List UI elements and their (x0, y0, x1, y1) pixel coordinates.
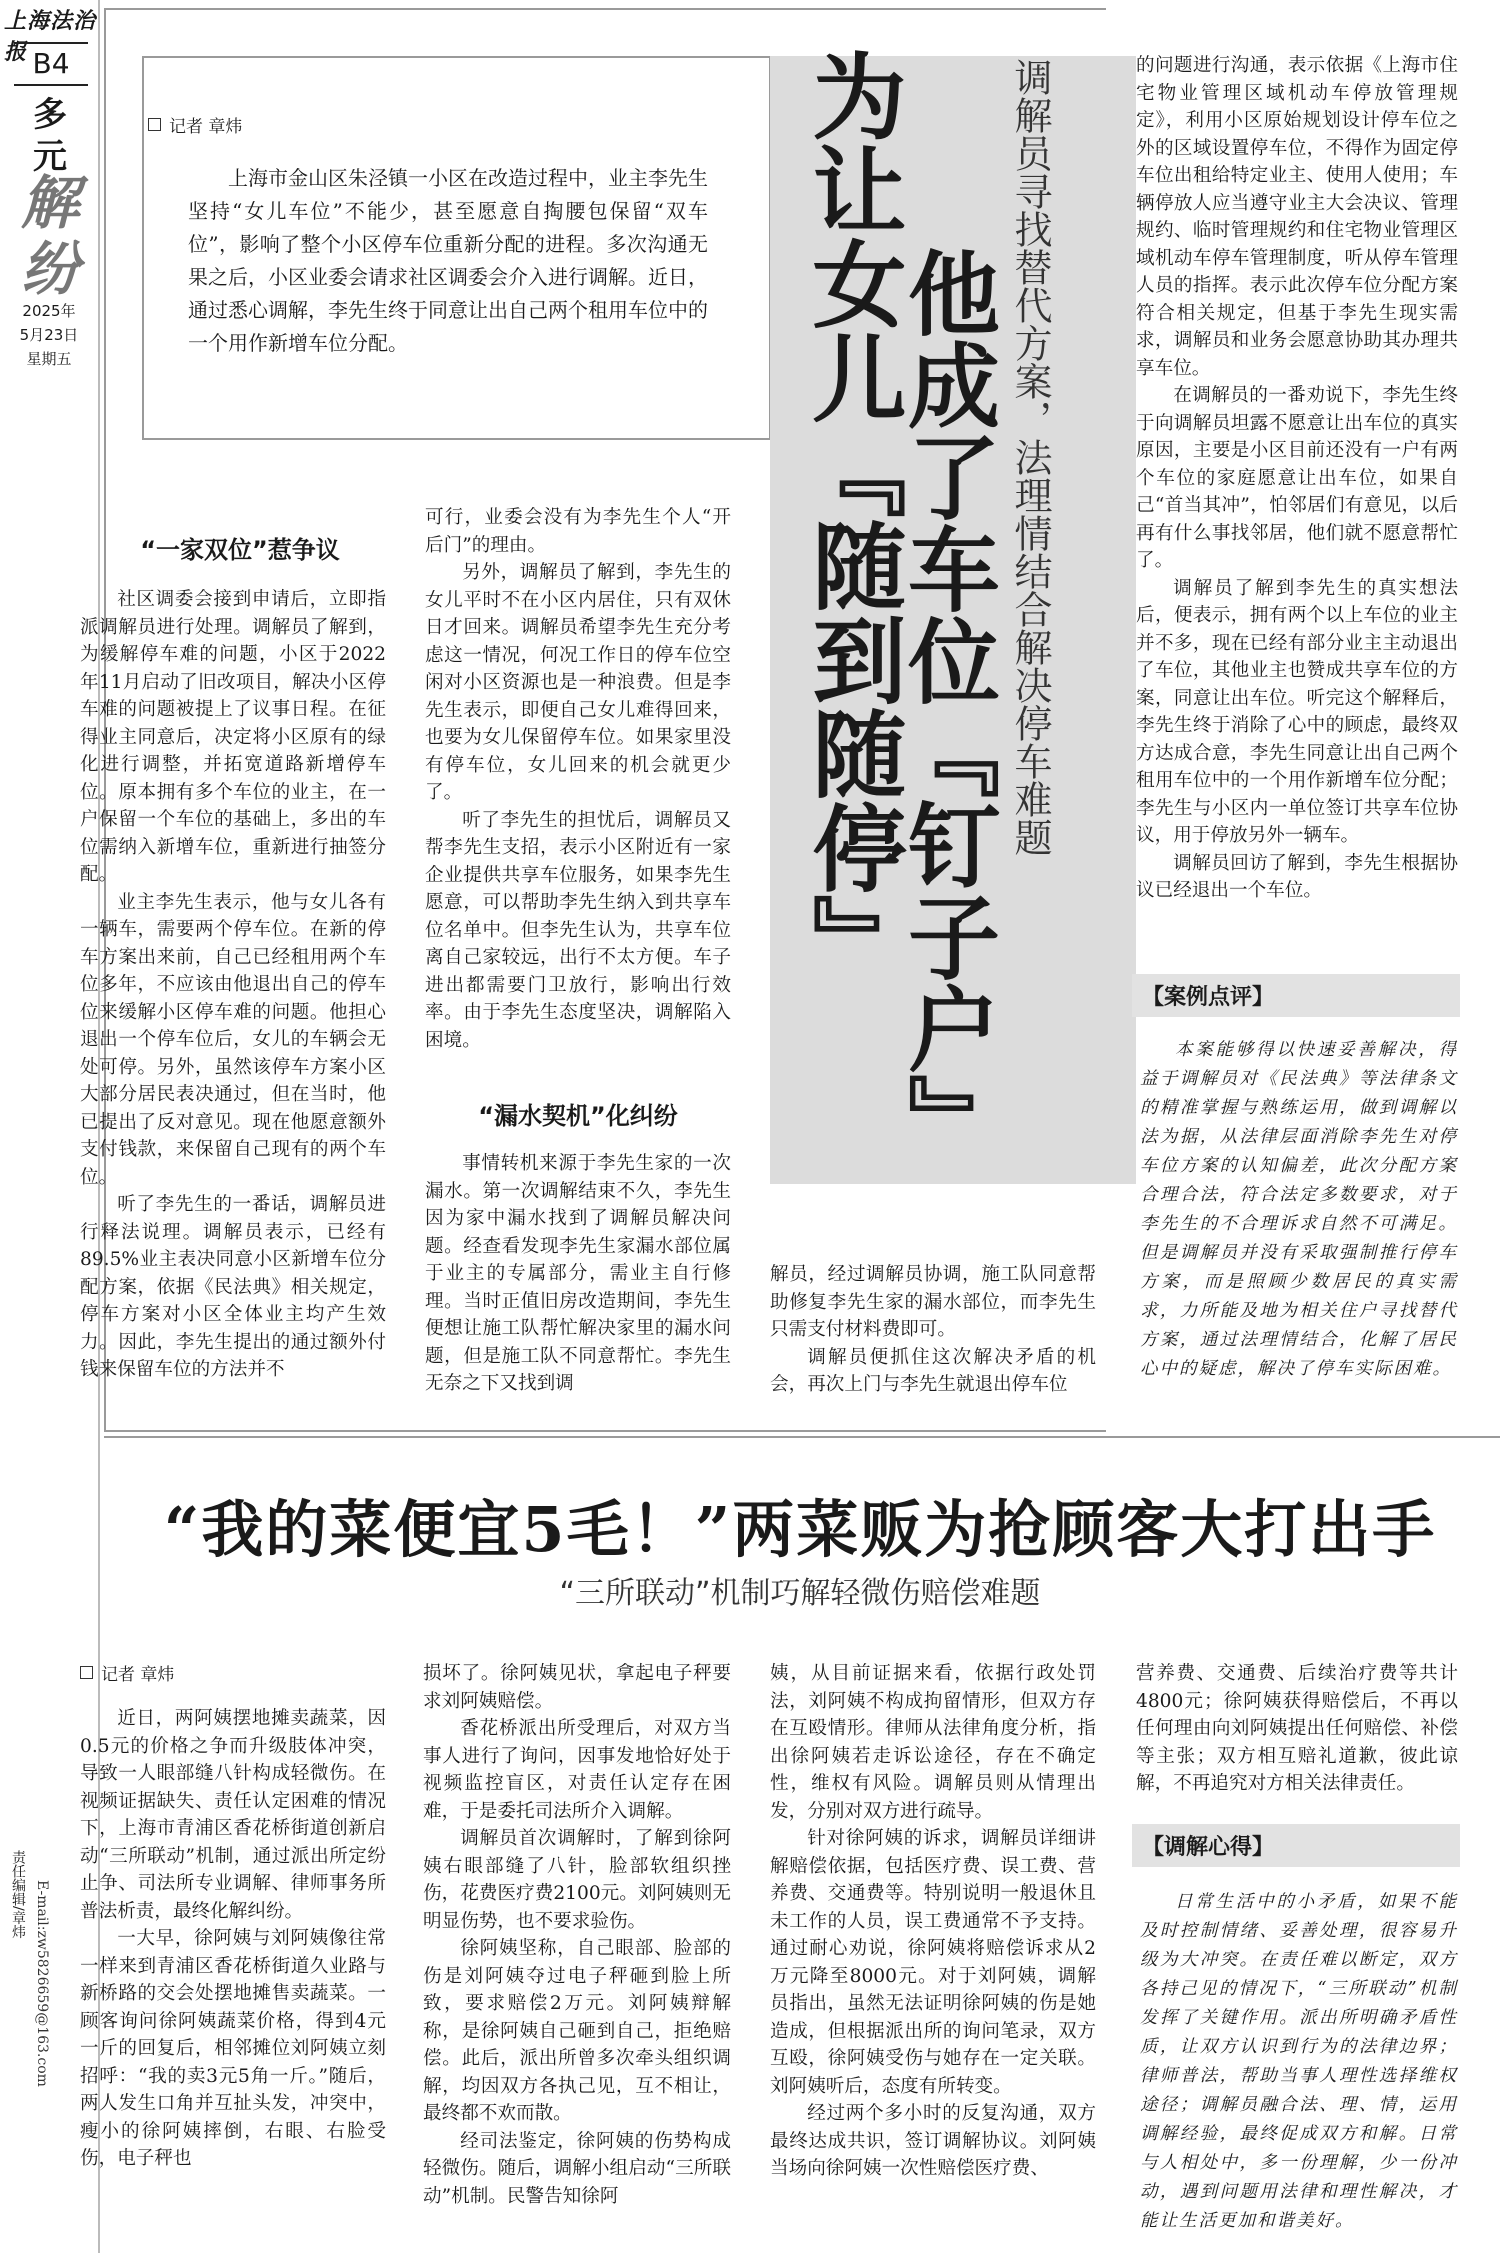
article2-col4 (1136, 1660, 1458, 1798)
insight-text: 日常生活中的小矛盾，如果不能及时控制情绪、妥善处理，很容易升级为大冲突。在责任难以断定，双方各持己见的情况下，“三所联动”机制发挥了关键作用。派出所明确矛盾性质，让双方认识到行为的法律边界；律师普法，帮助当事人理性选择维权途径；调解员融合法、理、情，运用调解经验，最终促成双方和解。日常与人相处中，多一份理解，少一份冲动，遇到问题用法律和理性解决，才能让生活更加和谐美好。 (1140, 1892, 1458, 2231)
square-icon (148, 118, 161, 131)
article1-title-left: 为让女儿『随到随停』 (796, 48, 905, 988)
insight-tag: 【调解心得】 (1132, 1824, 1460, 1867)
article1-lead-text: 上海市金山区朱泾镇一小区在改造过程中，业主李先生坚持“女儿车位”不能少，甚至愿意自掏腰包保留“双车位”，影响了整个小区停车位重新分配的进程。多次沟通无果之后，小区业委会请求社区调委会介入进行调解。近日，通过悉心调解，李先生终于同意让出自己两个租用车位中的一个用作新增车位分配。 (188, 166, 708, 355)
article2-reporter-text: 记者 章炜 (101, 1665, 175, 1685)
insight-box (1140, 1888, 1458, 2236)
paragraph: 在调解员的一番劝说下，李先生终于向调解员坦露不愿意让出车位的真实原因，主要是小区目前还没有一户有两个车位的家庭愿意让出车位，如果自己“首当其冲”，怕邻居们有意见，以后再有什么事找邻居，他们就不愿意帮忙了。 (1136, 385, 1458, 571)
paragraph: 的问题进行沟通，表示依据《上海市住宅物业管理区域机动车停放管理规定》，利用小区原始规划设计停车位之外的区域设置停车位，不得作为固定停车位出租给特定业主、使用人使用；车辆停放人应当遵守业主大会决议、管理规约、临时管理规约和住宅物业管理区域机动车停车管理制度，听从停车管理人员的指挥。表示此次停车位分配方案符合相关规定，但基于李先生现实需求，调解员和业务会愿意协助其办理共享车位。 (1136, 55, 1458, 379)
article-divider (104, 1436, 1500, 1438)
article1-col3 (770, 1261, 1096, 1399)
article1-subtitle: 调解员寻找替代方案，法理情结合解决停车难题 (1008, 58, 1052, 856)
paragraph: 听了李先生的担忧后，调解员又帮李先生支招，表示小区附近有一家企业提供共享车位服务，如果李先生愿意，可以帮助李先生纳入到共享车位名单中。但李先生认为，共享车位离自己家较远，出行不太方便。车子进出都需要门卫放行，影响出行效率。由于李先生态度坚决，调解陷入困境。 (425, 809, 731, 1051)
paragraph: 针对徐阿姨的诉求，调解员详细讲解赔偿依据，包括医疗费、误工费、营养费、交通费等。特别说明一般退休且未工作的人员，误工费通常不予支持。通过耐心劝说，徐阿姨将赔偿诉求从2万元降至8000元。对于刘阿姨，调解员指出，虽然无法证明徐阿姨的伤是她造成，但根据派出所的询问笔录，双方互殴，徐阿姨受伤与她存在一定关联。刘阿姨听后，态度有所转变。 (770, 1828, 1096, 2097)
article1-lead (188, 162, 708, 360)
article1-heading-1: “一家双位”惹争议 (140, 536, 340, 564)
paragraph: 听了李先生的一番话，调解员进行释法说理。调解员表示，已经有89.5%业主表决同意小区新增车位分配方案，依据《民法典》相关规定，停车方案对小区全体业主均产生效力。因此，李先生提出的通过额外付钱来保留车位的方法并不 (80, 1194, 386, 1380)
paragraph: 姨，从目前证据来看，依据行政处罚法，刘阿姨不构成拘留情形，但双方存在互殴情形。律师从法律角度分析，指出徐阿姨若走诉讼途径，存在不确定性，维权有风险。调解员则从情理出发，分别对双方进行疏导。 (770, 1663, 1096, 1822)
paragraph: 事情转机来源于李先生家的一次漏水。第一次调解结束不久，李先生因为家中漏水找到了调解员解决问题。经查看发现李先生家漏水部位属于业主的专属部分，需业主自行修理。当时正值旧房改造期间，李先生便想让施工队帮忙解决家里的漏水问题，但是施工队不同意帮忙。李先生无奈之下又找到调 (425, 1153, 731, 1394)
paragraph: 另外，调解员了解到，李先生的女儿平时不在小区内居住，只有双休日才回来。调解员希望李先生充分考虑这一情况，何况工作日的停车位空闲对小区资源也是一种浪费。但是李先生表示，即便自己女儿难得回来，也要为女儿保留停车位。如果家里没有停车位，女儿回来的机会就更少了。 (425, 562, 731, 803)
article2-col1 (80, 1705, 386, 2173)
article2-col3 (770, 1660, 1096, 2183)
article1-reporter (148, 112, 242, 137)
paragraph: 业主李先生表示，他与女儿各有一辆车，需要两个停车位。在新的停车方案出来前，自己已经租用两个车位多年，不应该由他退出自己的停车位来缓解小区停车难的问题。他担心退出一个停车位后，女儿的车辆会无处可停。另外，虽然该停车方案小区大部分居民表决通过，但在当时，他已提出了反对意见。现在他愿意额外支付钱款，来保留自己现有的两个车位。 (80, 891, 386, 1188)
paragraph: 损坏了。徐阿姨见状，拿起电子秤要求刘阿姨赔偿。 (423, 1663, 731, 1712)
section-title-big: 解纷 (20, 169, 79, 303)
paragraph: 调解员首次调解时，了解到徐阿姨右眼部缝了八针，脸部软组织挫伤，花费医疗费2100元。刘阿姨则无明显伤势，也不要求验伤。 (423, 1828, 731, 1932)
paragraph: 经司法鉴定，徐阿姨的伤势构成轻微伤。随后，调解小组启动“三所联动”机制。民警告知徐阿 (423, 2130, 731, 2207)
editor-email: E-mail:zw5826659@163.com (34, 1880, 50, 2087)
article2-title: “我的菜便宜5毛！”两菜贩为抢顾客大打出手 (163, 1493, 1437, 1566)
article1-col2a (425, 504, 731, 1054)
date-year: 2025年 (22, 302, 76, 320)
article1-reporter-text: 记者 章炜 (169, 117, 243, 137)
paragraph: 近日，两阿姨摆地摊卖蔬菜，因0.5元的价格之争而升级肢体冲突，导致一人眼部缝八针构成轻微伤。在视频证据缺失、责任认定困难的情况下，上海市青浦区香花桥街道创新启动“三所联动”机制，通过派出所定纷止争、司法所专业调解、律师事务所普法析责，最终化解纠纷。 (80, 1708, 386, 1922)
paragraph: 社区调委会接到申请后，立即指派调解员进行处理。调解员了解到，为缓解停车难的问题，小区于2022年11月启动了旧改项目，解决小区停车难的问题被提上了议事日程。在征得业主同意后，决定将小区原有的绿化进行调整，并拓宽道路新增停车位。原本拥有多个车位的业主，在一户保留一个车位的基础上，多出的车位需纳入新增车位，重新进行抽签分配。 (80, 589, 386, 885)
paragraph: 香花桥派出所受理后，对双方当事人进行了询问，因事发地恰好处于视频监控盲区，对责任认定存在困难，于是委托司法所介入调解。 (423, 1718, 731, 1822)
paragraph: 调解员回访了解到，李先生根据协议已经退出一个车位。 (1136, 852, 1458, 901)
weekday: 星期五 (26, 350, 72, 368)
paragraph: 解员，经过调解员协调，施工队同意帮助修复李先生家的漏水部位，而李先生只需支付材料费即可。 (770, 1264, 1096, 1340)
paragraph: 徐阿姨坚称，自己眼部、脸部的伤是刘阿姨夺过电子秤砸到脸上所致，要求赔偿2万元。刘阿姨辩解称，是徐阿姨自己砸到自己，拒绝赔偿。此后，派出所曾多次牵头组织调解，均因双方各执己见，互不相让，最终都不欢而散。 (423, 1938, 731, 2124)
article1-lead-box (142, 56, 771, 440)
article2-subtitle: “三所联动”机制巧解轻微伤赔偿难题 (559, 1576, 1041, 1611)
paragraph: 经过两个多小时的反复沟通，双方最终达成共识，签订调解协议。刘阿姨当场向徐阿姨一次性赔偿医疗费、 (770, 2103, 1096, 2179)
section-title-top: 多元 (33, 95, 67, 177)
case-comment-tag: 【案例点评】 (1132, 974, 1460, 1017)
paragraph: 调解员便抓住这次解决矛盾的机会，再次上门与李先生就退出停车位 (770, 1346, 1096, 1395)
article1-col1 (80, 586, 386, 1384)
newspaper-masthead: 上海法治报 (4, 8, 97, 65)
case-comment-text: 本案能够得以快速妥善解决，得益于调解员对《民法典》等法律条文的精准掌握与熟练运用，做到调解以法为据，从法律层面消除李先生对停车位方案的认知偏差，此次分配方案合理合法，符合法定多数要求，对于李先生的不合理诉求自然不可满足。但是调解员并没有采取强制推行停车方案，而是照顾少数居民的真实需求，力所能及地为相关住户寻找替代方案，通过法理情结合，化解了居民心中的疑虑，解决了停车实际困难。 (1140, 1040, 1458, 1379)
paragraph: 营养费、交通费、后续治疗费等共计4800元；徐阿姨获得赔偿后，不再以任何理由向刘阿姨提出任何赔偿、补偿等主张；双方相互赔礼道歉，彼此谅解，不再追究对方相关法律责任。 (1136, 1663, 1458, 1794)
editor-credit: 责任编辑/章炜 (10, 1850, 26, 1939)
article1-heading-2: “漏水契机”化纠纷 (478, 1102, 678, 1130)
article1-col4 (1136, 52, 1458, 905)
article2-col2 (423, 1660, 731, 2210)
article2-reporter (80, 1660, 174, 1685)
page-number: B4 (14, 42, 88, 86)
paragraph: 调解员了解到李先生的真实想法后，便表示，拥有两个以上车位的业主并不多，现在已经有部分业主主动退出了车位，其他业主也赞成共享车位的方案，同意让出车位。听完这个解释后，李先生终于消除了心中的顾虑，最终双方达成合意，李先生同意让出自己两个租用车位中的一个用作新增车位分配；李先生与小区内一单位签订共享车位协议，用于停放另外一辆车。 (1136, 577, 1458, 846)
date-day: 5月23日 (19, 326, 79, 344)
paragraph: 一大早，徐阿姨与刘阿姨像往常一样来到青浦区香花桥街道久业路与新桥路的交会处摆地摊售卖蔬菜。一顾客询问徐阿姨蔬菜价格，得到4元一斤的回复后，相邻摊位刘阿姨立刻招呼：“我的卖3元5角一斤。”随后，两人发生口角并互扯头发，冲突中，瘦小的徐阿姨摔倒，右眼、右脸受伤，电子秤也 (80, 1928, 386, 2169)
case-comment (1140, 1036, 1458, 1384)
article1-title-right: 他成了车位『钉子户』 (893, 246, 1000, 1166)
square-icon (80, 1666, 93, 1679)
paragraph: 可行，业委会没有为李先生个人“开后门”的理由。 (425, 507, 731, 556)
article1-col2b (425, 1150, 731, 1398)
